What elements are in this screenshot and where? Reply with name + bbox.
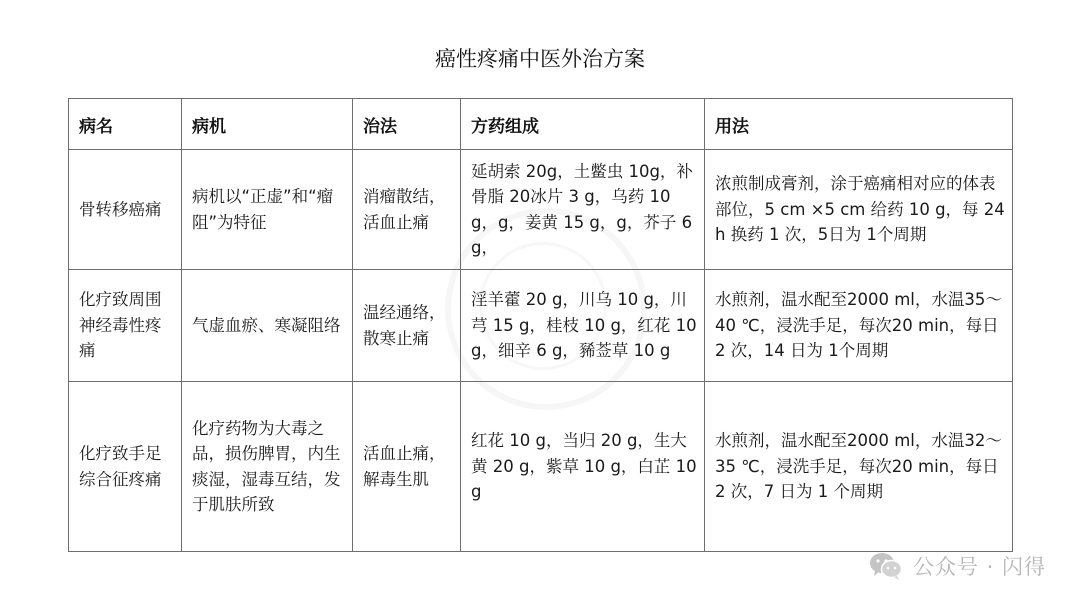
header-disease: 病名 — [69, 99, 182, 150]
wechat-icon — [869, 551, 903, 581]
cell-usage — [705, 150, 1013, 270]
cell-pathogenesis-text: 病机以“正虚”和“瘤阻”为特征 — [192, 187, 334, 232]
cell-treatment — [353, 382, 461, 552]
cell-formula — [461, 382, 705, 552]
header-pathogenesis: 病机 — [182, 99, 353, 150]
cell-formula — [461, 270, 705, 382]
cell-usage — [705, 270, 1013, 382]
page-title: 癌性疼痛中医外治方案 — [435, 47, 645, 71]
cell-disease — [69, 270, 182, 382]
table-row — [69, 150, 1013, 270]
cell-pathogenesis — [182, 150, 353, 270]
cell-formula — [461, 150, 705, 270]
cell-usage — [705, 382, 1013, 552]
cell-formula-text: 延胡索 20g，土鳖虫 10g，补骨脂 20冰片 3 g，乌药 10 g，g，姜黄 15 g，g，芥子 6 g， — [471, 161, 693, 257]
treatment-table — [68, 98, 1013, 552]
cell-treatment-text: 消瘤散结，活血止痛 — [363, 187, 446, 232]
cell-usage-text: 水煎剂，温水配至2000 ml，水温35～40 ℃，浸洗手足，每次20 min，每日 2 次，14 日为 1个周期 — [715, 290, 1002, 361]
cell-pathogenesis — [182, 270, 353, 382]
cell-disease — [69, 382, 182, 552]
cell-disease-text: 化疗致周围神经毒性疼痛 — [79, 290, 162, 361]
cell-disease-text: 骨转移癌痛 — [79, 199, 162, 219]
cell-usage-text: 水煎剂，温水配至2000 ml，水温32～35 ℃，浸洗手足，每次20 min，每日 2 次，7 日为 1 个周期 — [715, 431, 1002, 502]
cell-pathogenesis-text: 气虚血瘀、寒凝阻络 — [192, 315, 341, 335]
header-formula: 方药组成 — [461, 99, 705, 150]
wechat-account-watermark — [869, 548, 1046, 584]
cell-disease-text: 化疗致手足综合征疼痛 — [79, 444, 162, 489]
header-usage: 用法 — [705, 99, 1013, 150]
cell-formula-text: 淫羊藿 20 g，川乌 10 g，川芎 15 g，桂枝 10 g，红花 10 g，细辛 6 g，豨莶草 10 g — [471, 290, 697, 361]
table-header-row — [69, 99, 1013, 150]
cell-treatment-text: 温经通络，散寒止痛 — [363, 303, 446, 348]
cell-formula-text: 红花 10 g，当归 20 g，生大黄 20 g，紫草 10 g，白芷 10 g — [471, 431, 697, 502]
header-treatment: 治法 — [353, 99, 461, 150]
cell-treatment — [353, 150, 461, 270]
cell-treatment — [353, 270, 461, 382]
cell-pathogenesis — [182, 382, 353, 552]
cell-usage-text: 浓煎制成膏剂，涂于癌痛相对应的体表部位，5 cm ×5 cm 给药 10 g，每 24 h 换药 1 次，5日为 1个周期 — [715, 174, 1005, 245]
cell-pathogenesis-text: 化疗药物为大毒之品，损伤脾胃，内生痰湿，湿毒互结，发于肌肤所致 — [192, 418, 341, 514]
table-row — [69, 382, 1013, 552]
wechat-account-name: 公众号 · 闪得 — [912, 555, 1046, 579]
table-row — [69, 270, 1013, 382]
cell-treatment-text: 活血止痛，解毒生肌 — [363, 444, 446, 489]
cell-disease — [69, 150, 182, 270]
